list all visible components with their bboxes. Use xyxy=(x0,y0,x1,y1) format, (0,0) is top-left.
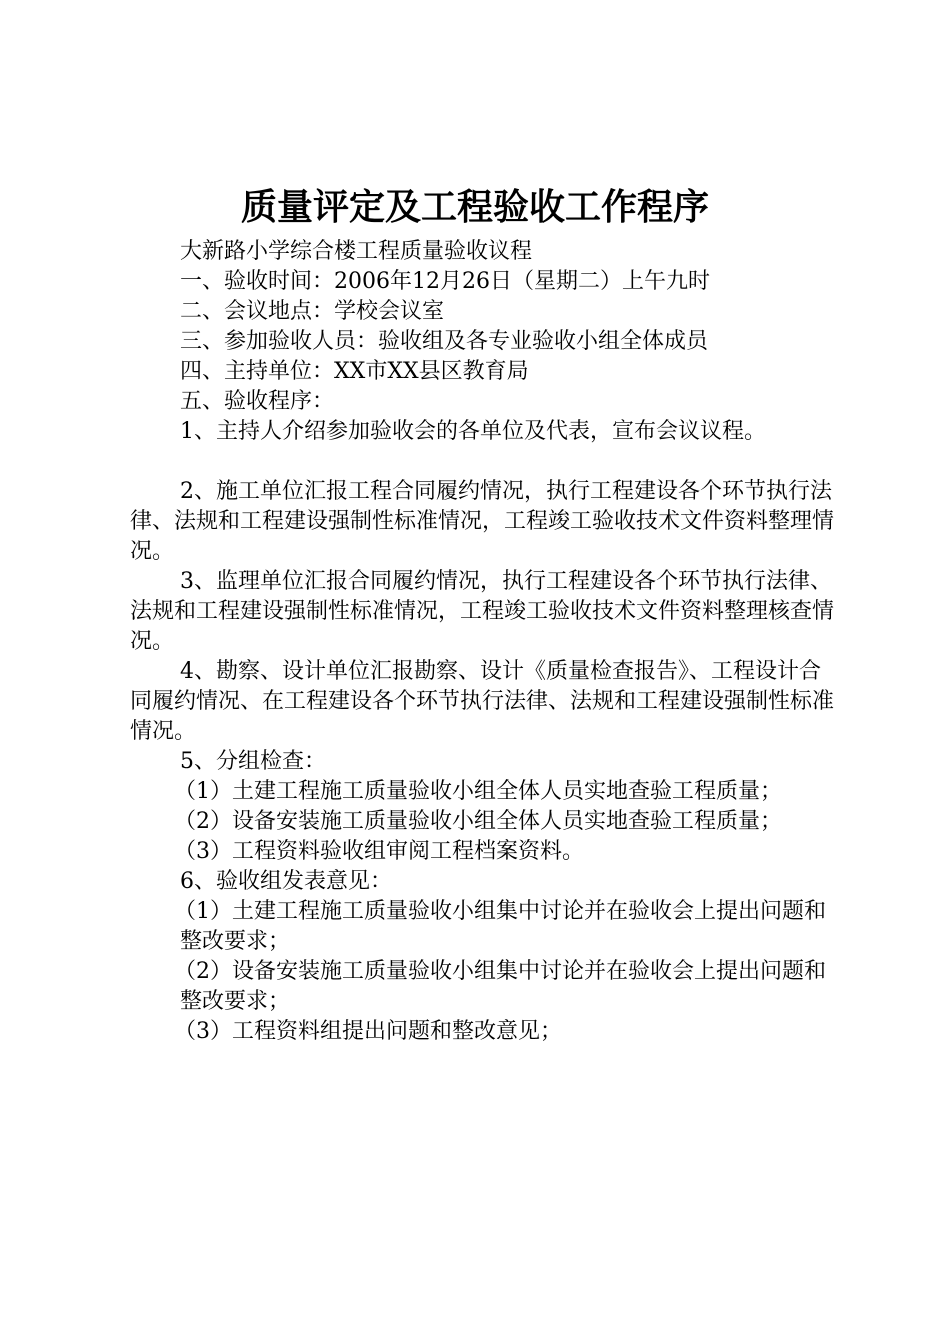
agenda-item-attendees: 三、参加验收人员：验收组及各专业验收小组全体成员 xyxy=(180,329,709,354)
procedure-step-2: 2、施工单位汇报工程合同履约情况，执行工程建设各个环节执行法律、法规和工程建设强制性标准情况，工程竣工验收技术文件资料整理情况。 xyxy=(130,479,835,564)
document-body xyxy=(130,237,842,1047)
agenda-item-location: 二、会议地点：学校会议室 xyxy=(180,299,445,324)
procedure-step-5: 5、分组检查： xyxy=(180,749,326,774)
procedure-step-6: 6、验收组发表意见： xyxy=(180,869,392,894)
procedure-step-3: 3、监理单位汇报合同履约情况，执行工程建设各个环节执行法律、法规和工程建设强制性标准情况，工程竣工验收技术文件资料整理核查情况。 xyxy=(130,569,835,654)
procedure-step-4: 4、勘察、设计单位汇报勘察、设计《质量检查报告》、工程设计合同履约情况、在工程建设各个环节执行法律、法规和工程建设强制性标准情况。 xyxy=(130,659,835,744)
step-6-item-2-continued: 整改要求； xyxy=(180,989,291,1014)
step-5-item-2: （2）设备安装施工质量验收小组全体人员实地查验工程质量； xyxy=(174,809,782,834)
step-5-item-1: （1）土建工程施工质量验收小组全体人员实地查验工程质量； xyxy=(174,779,782,804)
step-6-item-2: （2）设备安装施工质量验收小组集中讨论并在验收会上提出问题和 xyxy=(174,959,826,984)
agenda-item-time: 一、验收时间：2006年12月26日（星期二）上午九时 xyxy=(180,269,710,294)
agenda-item-host: 四、主持单位：XX市XX县区教育局 xyxy=(180,359,529,384)
agenda-item-procedure: 五、验收程序： xyxy=(180,389,335,414)
step-6-item-1: （1）土建工程施工质量验收小组集中讨论并在验收会上提出问题和 xyxy=(174,899,826,924)
agenda-heading: 大新路小学综合楼工程质量验收议程 xyxy=(180,239,533,264)
step-5-item-3: （3）工程资料验收组审阅工程档案资料。 xyxy=(174,839,584,864)
blank-line xyxy=(130,447,842,477)
step-6-item-3: （3）工程资料组提出问题和整改意见； xyxy=(174,1019,562,1044)
document-title: 质量评定及工程验收工作程序 xyxy=(240,186,709,228)
procedure-step-1: 1、主持人介绍参加验收会的各单位及代表，宣布会议议程。 xyxy=(180,419,766,444)
step-6-item-1-continued: 整改要求； xyxy=(180,929,291,954)
